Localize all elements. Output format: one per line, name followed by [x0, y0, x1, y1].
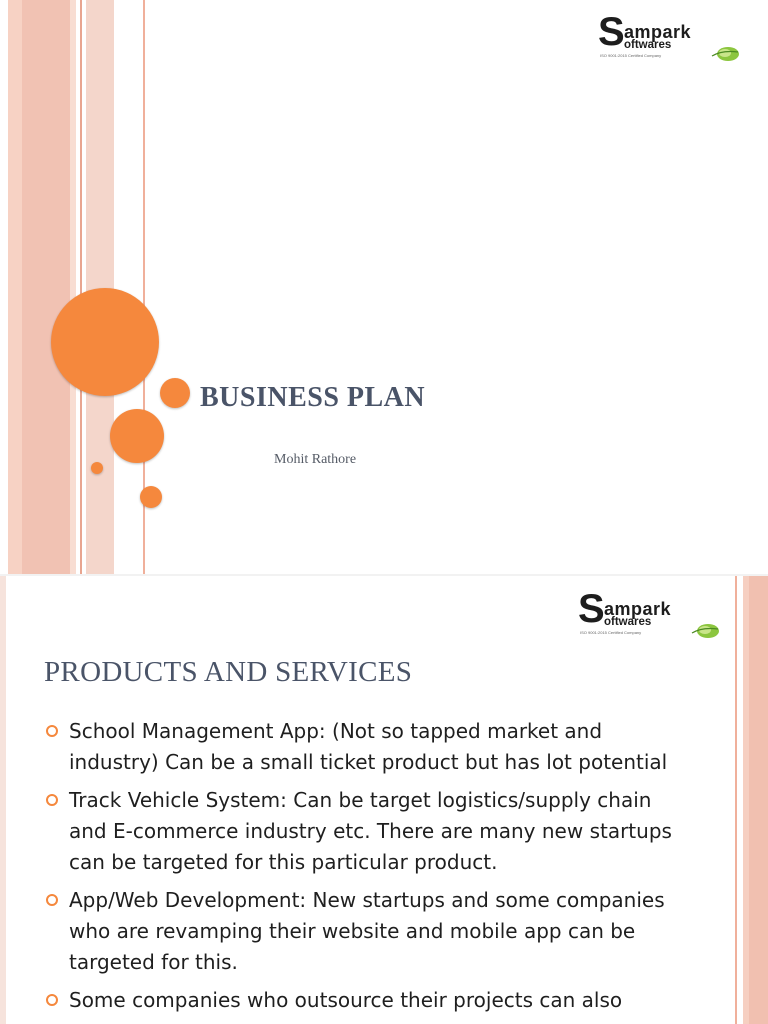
logo-tagline: ISO 9001:2015 Certified Company	[600, 53, 662, 58]
bullet-item	[46, 716, 686, 778]
decorative-circle	[140, 486, 162, 508]
decorative-circle	[110, 409, 164, 463]
products-slide	[0, 576, 768, 1024]
decorative-stripe	[749, 576, 768, 1024]
bullet-circle-icon	[46, 725, 58, 737]
slide-title: BUSINESS PLAN	[200, 382, 426, 413]
bullet-circle-icon	[46, 894, 58, 906]
decorative-stripe	[0, 576, 6, 1024]
logo-word-ampark: ampark	[624, 22, 692, 42]
decorative-circle	[51, 288, 159, 396]
bullet-circle-icon	[46, 994, 58, 1006]
bullet-circle-icon	[46, 794, 58, 806]
decorative-stripe	[22, 0, 70, 576]
bullet-text: Track Vehicle System: Can be target logistics/supply chain and E-commerce industry etc. There are many new startups can be targeted for this particular product.	[69, 788, 672, 874]
decorative-circle	[91, 462, 103, 474]
decorative-stripe	[8, 0, 22, 576]
decorative-stripe	[70, 0, 76, 576]
bullet-item	[46, 885, 686, 978]
logo-word-oftwares: oftwares	[624, 39, 672, 51]
slide-title: PRODUCTS AND SERVICES	[44, 656, 413, 688]
logo-word-oftwares: oftwares	[604, 616, 652, 628]
bullet-list	[46, 716, 686, 1023]
company-logo	[598, 10, 758, 78]
bullet-text: School Management App: (Not so tapped market and industry) Can be a small ticket product but has lot potential	[69, 719, 668, 774]
decorative-circle	[160, 378, 190, 408]
logo-tagline: ISO 9001:2015 Certified Company	[580, 630, 642, 635]
company-logo	[578, 587, 738, 655]
bullet-text: App/Web Development: New startups and some companies who are revamping their website and mobile app can be targeted for this.	[69, 888, 665, 974]
slide-subtitle: Mohit Rathore	[274, 452, 357, 467]
globe-leaf-icon	[690, 619, 720, 639]
decorative-stripe	[80, 0, 82, 576]
logo-letter: S	[598, 10, 625, 54]
bullet-item	[46, 985, 686, 1016]
bullet-item	[46, 785, 686, 878]
globe-leaf-icon	[710, 42, 740, 62]
logo-letter: S	[578, 587, 605, 631]
logo-word-ampark: ampark	[604, 599, 672, 619]
bullet-text: Some companies who outsource their projects can also	[69, 988, 623, 1012]
